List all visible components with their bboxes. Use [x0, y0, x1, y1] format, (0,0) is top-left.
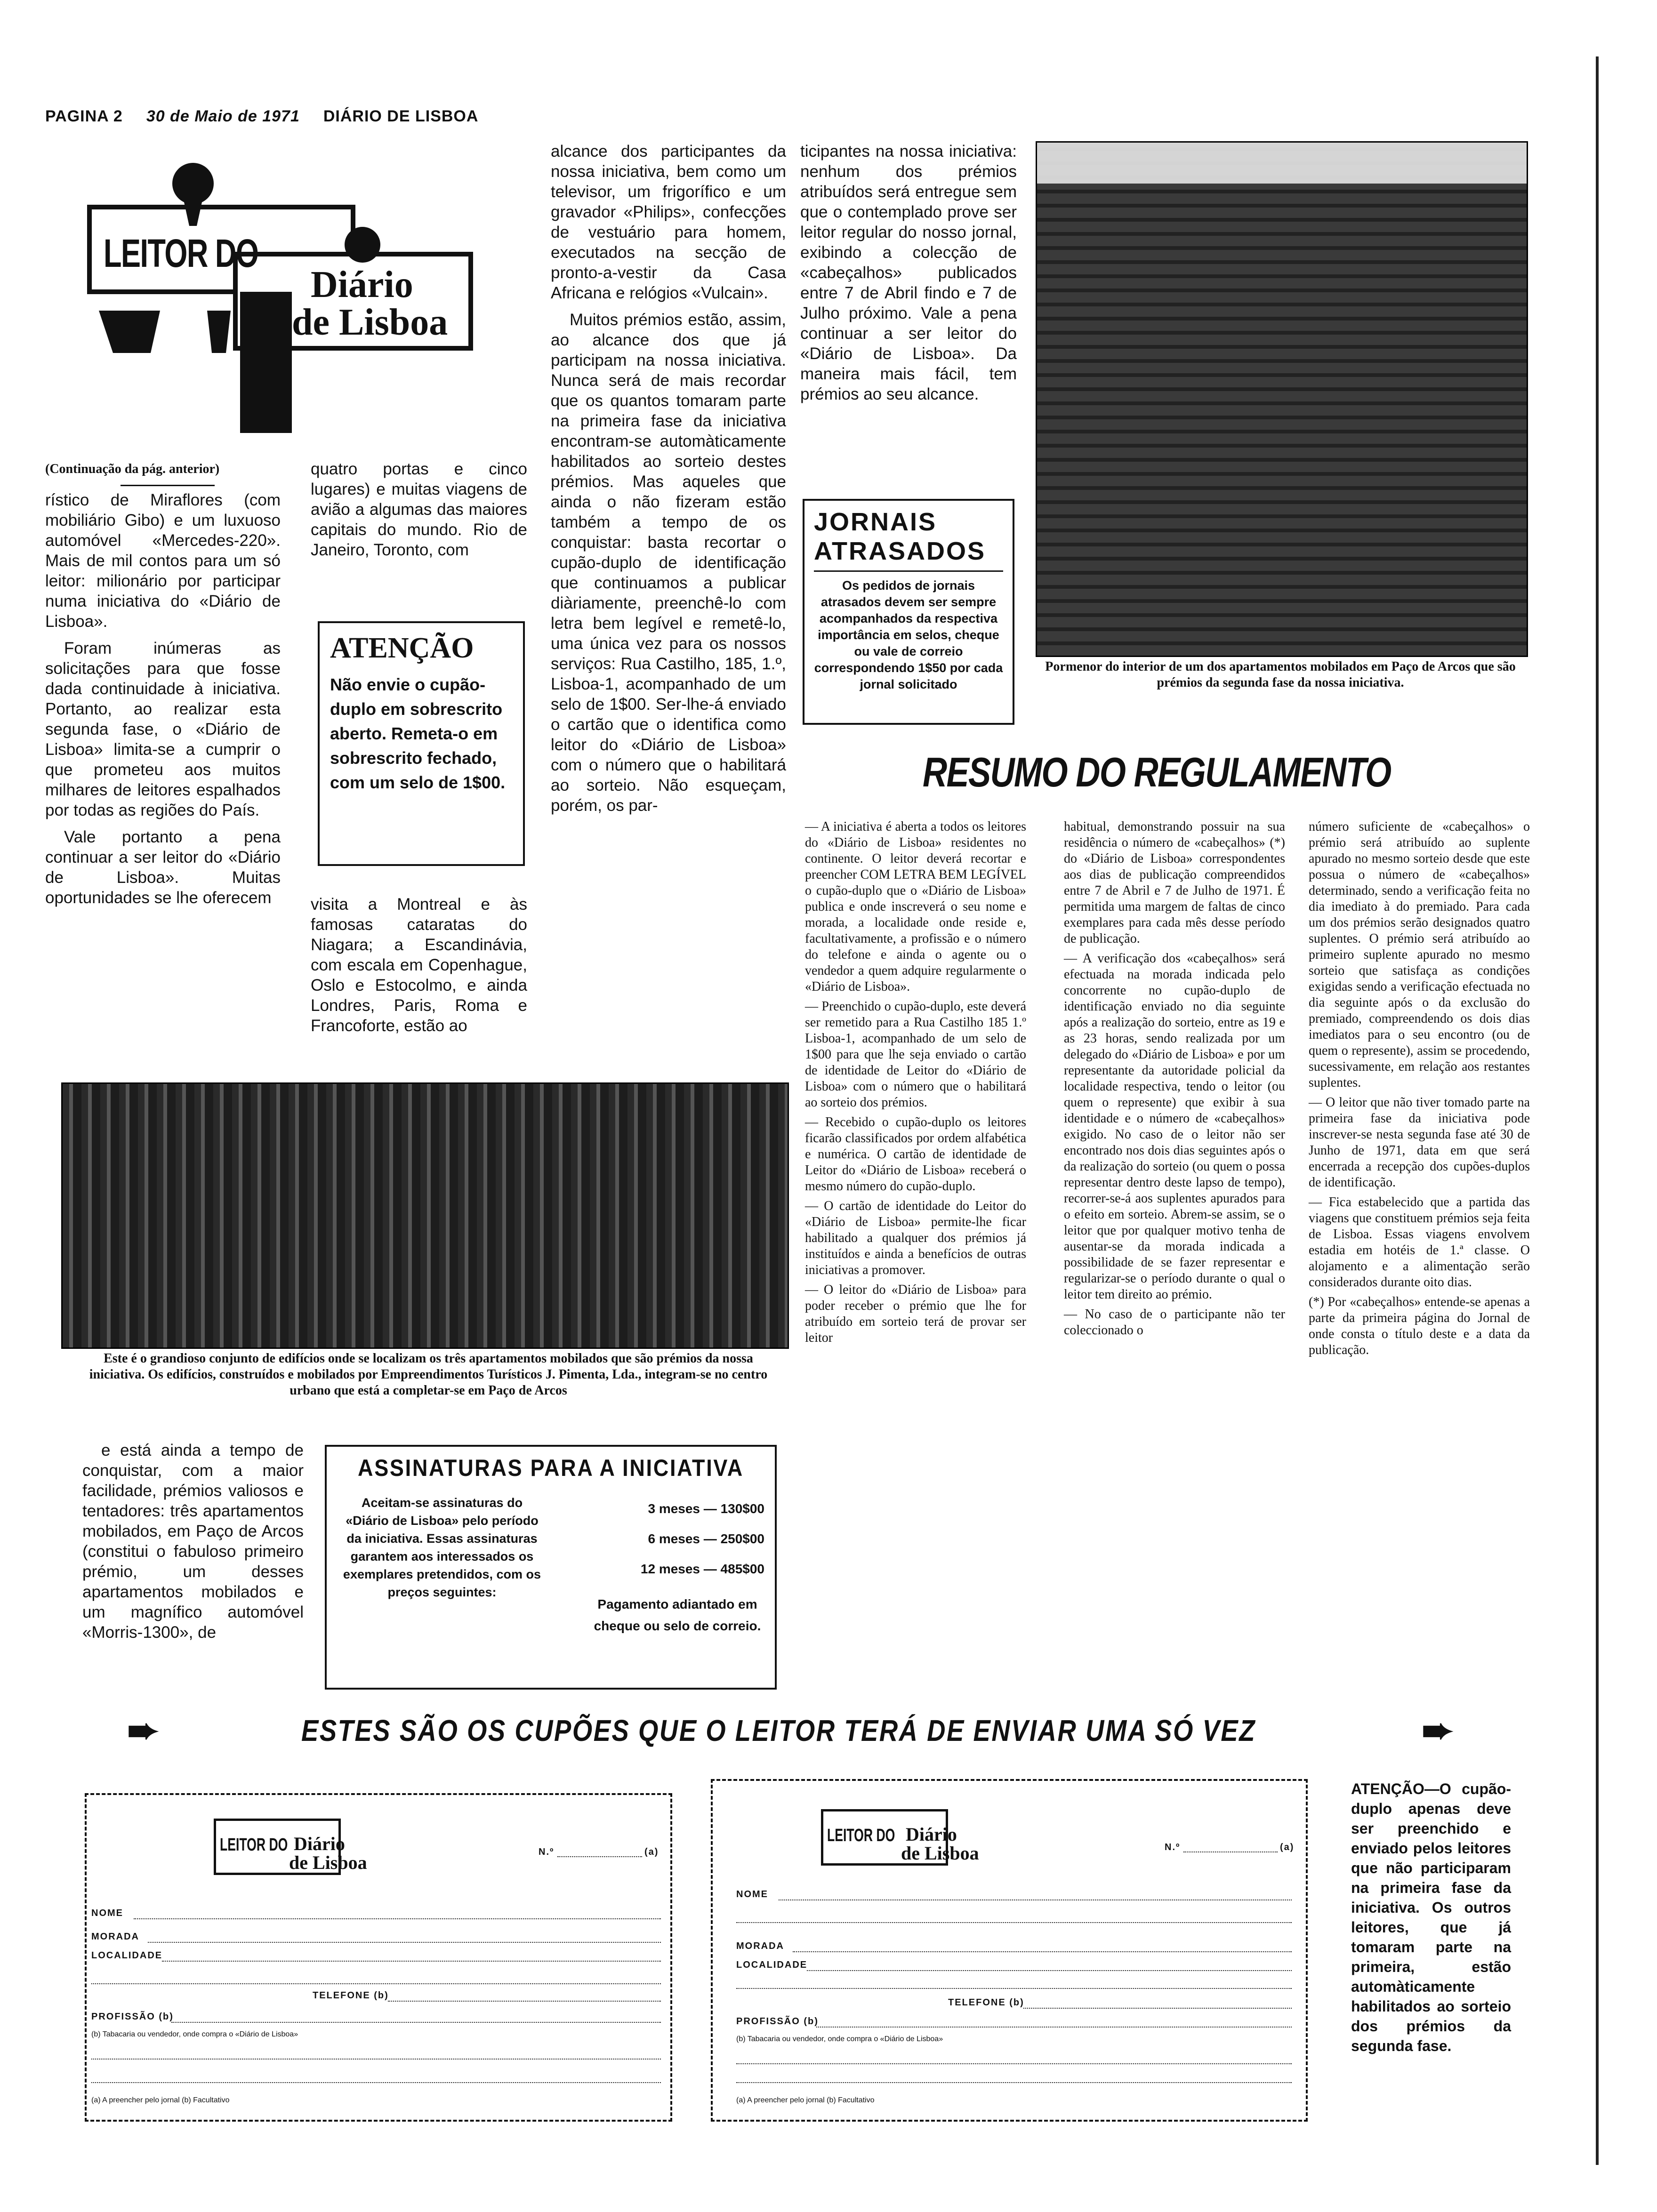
buildings-photo [61, 1082, 789, 1349]
coupon-profissao-label: PROFISSÃO (b) [91, 2012, 174, 2022]
article-column-2 [311, 459, 527, 567]
jornais-title-2: ATRASADOS [814, 537, 1003, 572]
coupon-a-label: (a) [644, 1847, 659, 1857]
coupon2-tabacaria-field[interactable] [736, 2063, 1292, 2064]
coupon-morada-label: MORADA [91, 1931, 139, 1942]
assinaturas-title: ASSINATURAS PARA A INICIATIVA [358, 1455, 744, 1481]
cupao-side-note: ATENÇÃO—O cupão-duplo apenas deve ser preenchido e enviado pelos leitores que não participaram na primeira fase da iniciativa. Os outros leitores, que já tomaram parte na primeira, estão automàticamente habilitados ao sorteio dos prémios da segunda fase. [1351, 1780, 1511, 2054]
masthead [45, 107, 516, 126]
col2-paragraph-1: quatro portas e cinco lugares) e muitas viagens de avião a algumas das maiores capitais do mundo. Rio de Janeiro, Toronto, com [311, 460, 527, 559]
paper-name: DIÁRIO DE LISBOA [323, 107, 479, 125]
jornais-atrasados-box [803, 499, 1014, 725]
coupon-logo-line2: Diário [294, 1833, 345, 1854]
coupon2-profissao-label: PROFISSÃO (b) [736, 2016, 819, 2027]
cupoes-banner: ESTES SÃO OS CUPÕES QUE O LEITOR TERÁ DE ENVIAR UMA SÓ VEZ [301, 1714, 1256, 1747]
coupon-tabacaria-label: (b) Tabacaria ou vendedor, onde compra o «Diário de Lisboa» [91, 2030, 298, 2038]
interior-photo [1036, 141, 1528, 657]
arrow-left-icon: ➨ [127, 1709, 159, 1751]
assinaturas-box [325, 1445, 777, 1690]
reg-c1-item-1: — A iniciativa é aberta a todos os leitores do «Diário de Lisboa» residentes no continente. O leitor deverá recortar e preencher COM LETRA BEM LEGÍVEL o cupão-duplo que o «Diário de Lisboa» publica e onde inscreverá o seu nome e morada, a localidade onde reside e, facultativamente, a profissão e o número do telefone e ainda o agente ou o vendedor a quem adquire regularmente o «Diário de Lisboa». [805, 819, 1026, 994]
coupon-left [85, 1793, 672, 2122]
coupon-telefone-label: TELEFONE (b) [313, 1990, 389, 2001]
reg-c3-item-3: — Fica estabelecido que a partida das viagens que constituem prémios seja feita de Lisboa. Essas viagens envolvem estadia em hotéis de 1.ª classe. O alojamento e a alimentação serão considerados durante oito dias. [1309, 1195, 1530, 1290]
coupon-tabacaria-field[interactable] [91, 2059, 661, 2060]
col1-paragraph-1: rístico de Miraflores (com mobiliário Gibo) e um luxuoso automóvel «Mercedes-220». Mais de mil contos para um só leitor: milionário por participar numa iniciativa do «Diário de Lisboa». [45, 491, 281, 631]
col4-paragraph-1: ticipantes na nossa iniciativa: nenhum dos prémios atribuídos será entregue sem que o contemplado prove ser leitor regular do nosso jornal, exibindo a colecção de «cabeçalhos» publicados entre 7 de Abril findo e 7 de Julho próximo. Vale a pena continuar a ser leitor do «Diário de Lisboa». Da maneira mais fácil, tem prémios ao seu alcance. [800, 142, 1017, 403]
col1-paragraph-2: Foram inúmeras as solicitações para que fosse dada continuidade à iniciativa. Portanto, ao realizar esta segunda fase, o «Diário de Lisboa» limita-se a cumprir o que prometeu aos muitos milhares de leitores espalhados por todas as regiões do País. [45, 639, 281, 819]
reg-c3-item-1: número suficiente de «cabeçalhos» o prémio será atribuído ao suplente apurado no mesmo sorteio desde que este possua o número de «cabeçalhos» determinado, sendo a verificação feita no dia imediato à do premiado. Para cada um dos prémios serão designados quatro suplentes. O prémio será atribuído ao primeiro suplente apurado no mesmo sorteio que satisfaça as condições exigidas sendo a verificação efectuada no dia seguinte após o da exclusão do premiado, compreendendo os dois dias imediatos para o seu encontro (ou de quem o represente), assim se procedendo, sucessivamente, em relação aos restantes suplentes. [1309, 819, 1530, 1090]
coupon-right [711, 1779, 1308, 2122]
coupon2-nome-label: NOME [736, 1889, 768, 1899]
regulamento-col-3 [1309, 819, 1530, 1362]
coupon-logo-line1: LEITOR DO [220, 1835, 288, 1855]
reg-c2-item-1: habitual, demonstrando possuir na sua residência o número de «cabeçalhos» (*) do «Diário de Lisboa» correspondentes aos dias de publicação compreendidos entre 7 de Abril e 7 de Julho de 1971. É permitida uma margem de faltas de cinco exemplares para cada mês desse período de publicação. [1064, 819, 1285, 946]
col1-paragraph-3: Vale portanto a pena continuar a ser leitor do «Diário de Lisboa». Muitas oportunidades se lhe oferecem [45, 828, 281, 907]
article-column-2-bottom [311, 894, 527, 1042]
regulamento-col-1 [805, 819, 1026, 1350]
regulamento-title: RESUMO DO REGULAMENTO [923, 749, 1391, 795]
coupon2-morada-label: MORADA [736, 1941, 784, 1951]
leitor-logo [71, 155, 485, 447]
reg-c1-item-3: — Recebido o cupão-duplo os leitores ficarão classificados por ordem alfabética e numérica. O cartão de identidade de Leitor do «Diário de Lisboa» receberá o mesmo número do cupão-duplo. [805, 1115, 1026, 1194]
page-number: PAGINA 2 [45, 107, 123, 125]
coupon2-tabacaria-label: (b) Tabacaria ou vendedor, onde compra o «Diário de Lisboa» [736, 2035, 943, 2043]
reg-c1-item-5: — O leitor do «Diário de Lisboa» para poder receber o prémio que lhe for atribuído em sorteio terá de provar ser leitor [805, 1282, 1026, 1345]
coupon-profissao-field[interactable] [171, 2022, 661, 2023]
continuation-note: (Continuação da pág. anterior) [45, 462, 220, 476]
coupon2-no-label: N.º [1165, 1842, 1181, 1852]
reg-c3-item-4: (*) Por «cabeçalhos» entende-se apenas a parte da primeira página do Jornal de onde consta o título deste e a data da publicação. [1309, 1295, 1530, 1357]
issue-date: 30 de Maio de 1971 [146, 107, 300, 125]
coupon2-localidade-field[interactable] [807, 1970, 1292, 1971]
atencao-box [318, 621, 525, 866]
price-6-meses: 6 meses — 250$00 [648, 1531, 764, 1546]
coupon-nome-label: NOME [91, 1908, 123, 1918]
assinaturas-payment: Pagamento adiantado em cheque ou selo de correio. [594, 1597, 761, 1633]
interior-photo-caption: Pormenor do interior de um dos apartamentos mobilados em Paço de Arcos que são prémios da segunda fase da nossa iniciativa. [1045, 659, 1516, 690]
col3-paragraph-1: alcance dos participantes da nossa iniciativa, bem como um televisor, um frigorífico e um gravador «Philips», confecções de vestuário para homem, executados na secção de pronto-a-vestir da Casa Africana e relógios «Vulcain». [551, 142, 786, 302]
coupon-localidade-field[interactable] [162, 1961, 661, 1962]
coupon-nome-field[interactable] [134, 1918, 661, 1919]
col3-paragraph-2: Muitos prémios estão, assim, ao alcance dos que já participam na nossa iniciativa. Nunca será de mais recordar que os quantos tomaram parte na primeira fase da iniciativa encontram-se automàticamente habilitados ao sorteio destes prémios. Mas aqueles que ainda o não fizeram estão também a tempo de os conquistar: basta recortar o cupão-duplo de identificação que continuamos a publicar diàriamente, preenchê-lo com letra bem legível e remetê-lo, uma única vez para os nossos serviços: Rua Castilho, 185, 1.º, Lisboa-1, acompanhado de um selo de 1$00. Ser-lhe-á enviado o cartão que o identifica como leitor do «Diário de Lisboa» com o número que o habilitará ao sorteio. Não esqueçam, porém, os par- [551, 311, 786, 815]
article-column-1 [45, 459, 281, 914]
article-column-1-bottom [82, 1440, 304, 1649]
price-3-meses: 3 meses — 130$00 [648, 1501, 764, 1516]
coupon2-logo-line2: Diário [906, 1824, 957, 1845]
coupon2-telefone-label: TELEFONE (b) [948, 1997, 1024, 2008]
reg-c1-item-4: — O cartão de identidade do Leitor do «Diário de Lisboa» permite-lhe ficar habilitado a qualquer dos prémios já instituídos e ainda a benefícios de outras iniciativas a promover. [805, 1199, 1026, 1277]
coupon2-nome-field[interactable] [779, 1899, 1292, 1900]
assinaturas-prices [590, 1494, 764, 1637]
logo-line2: Diário [311, 264, 413, 305]
article-column-3 [551, 141, 786, 822]
page-edge [1596, 56, 1599, 2165]
coupon-telefone-field[interactable] [388, 2001, 661, 2002]
jornais-body: Os pedidos de jornais atrasados devem ser sempre acompanhados da respectiva importância em selos, cheque ou vale de correio correspondendo 1$50 por cada jornal solicitado [814, 578, 1003, 691]
coupon2-a-label: (a) [1280, 1842, 1295, 1852]
reg-c2-item-2: — A verificação dos «cabeçalhos» será efectuada na morada indicada pelo concorrente no cupão-duplo de identificação enviado no dia seguinte após a realização do sorteio, entre as 19 e as 23 horas, sendo realizada por um delegado do «Diário de Lisboa» e por um representante da autoridade policial da localidade respectiva, tendo o leitor (ou quem o represente) que exibir à sua identidade e o número de «cabeçalhos» exigido. No caso de o leitor não ser encontrado nos dois dias seguintes após o da realização do sorteio (ou quem o possa representar dentro deste lapso de tempo), recorrer-se-á aos suplentes apurados para o efeito em sorteio. Abrem-se assim, se o leitor que por qualquer motivo tenha de ausentar-se da morada indicada a possibilidade de se fazer representar e regularizar-se o período durante o qual o leitor tem direito ao prémio. [1064, 951, 1285, 1302]
reg-c1-item-2: — Preenchido o cupão-duplo, este deverá ser remetido para a Rua Castilho 185 1.º Lisboa-1, acompanhado de um selo de 1$00 para que lhe seja enviado o cartão de identidade de Leitor do «Diário de Lisboa» com o número que o habilitará ao sorteio dos prémios. [805, 999, 1026, 1110]
coupon-logo-line3: de Lisboa [289, 1852, 367, 1873]
coupon2-logo-line1: LEITOR DO [827, 1826, 895, 1845]
buildings-photo-caption: Este é o grandioso conjunto de edifícios onde se localizam os três apartamentos mobilados que são prémios da nossa iniciativa. Os edifícios, construídos e mobilados por Empreendimentos Turísticos J. Pimenta, Lda., integram-se no centro urbano que está a completar-se em Paço de Arcos [89, 1351, 768, 1398]
reg-c3-item-2: — O leitor que não tiver tomado parte na primeira fase da iniciativa pode inscrever-se nesta segunda fase até 30 de Junho de 1971, data em que será encerrada a recepção dos cupões-duplos de identificação. [1309, 1095, 1530, 1190]
coupon-morada-field[interactable] [148, 1942, 661, 1943]
coupon2-telefone-field[interactable] [1023, 2008, 1292, 2009]
regulamento-col-2 [1064, 819, 1285, 1342]
article-column-4 [800, 141, 1017, 411]
col2-paragraph-2: visita a Montreal e às famosas cataratas do Niagara; a Escandinávia, com escala em Copenhague, Oslo e Estocolmo, e ainda Londres, Paris, Roma e Francoforte, estão ao [311, 895, 527, 1035]
price-12-meses: 12 meses — 485$00 [640, 1562, 764, 1576]
coupon2-profissao-field[interactable] [816, 2027, 1292, 2028]
jornais-title-1: JORNAIS [814, 508, 937, 536]
coupon-footer: (a) A preencher pelo jornal (b) Facultativo [91, 2096, 230, 2104]
arrow-right-icon: ➨ [1422, 1709, 1454, 1751]
coupon2-morada-field[interactable] [793, 1951, 1292, 1952]
coupon2-localidade-label: LOCALIDADE [736, 1960, 808, 1970]
logo-line3: de Lisboa [292, 302, 448, 343]
assinaturas-left-text: Aceitam-se assinaturas do «Diário de Lisboa» pelo período da iniciativa. Essas assinaturas garantem aos interessados os exemplares pretendidos, com os preços seguintes: [343, 1496, 541, 1599]
coupon-no-label: N.º [539, 1847, 555, 1857]
atencao-body: Não envie o cupão-duplo em sobrescrito aberto. Remeta-o em sobrescrito fechado, com um selo de 1$00. [330, 675, 506, 792]
coupon2-footer: (a) A preencher pelo jornal (b) Facultativo [736, 2096, 875, 2104]
coupon2-logo-line3: de Lisboa [901, 1843, 979, 1864]
reg-c2-item-3: — No caso de o participante não ter coleccionado o [1064, 1307, 1285, 1338]
logo-line1: LEITOR DO [104, 231, 258, 275]
atencao-title: ATENÇÃO [330, 632, 474, 664]
col1-bottom-paragraph: e está ainda a tempo de conquistar, com a maior facilidade, prémios valiosos e tentadores: três apartamentos mobilados, em Paço de Arcos (constitui o fabuloso primeiro prémio, um desses apartamentos mobilados e um magnífico automóvel «Morris-1300», de [82, 1441, 304, 1642]
coupon-localidade-label: LOCALIDADE [91, 1950, 163, 1961]
